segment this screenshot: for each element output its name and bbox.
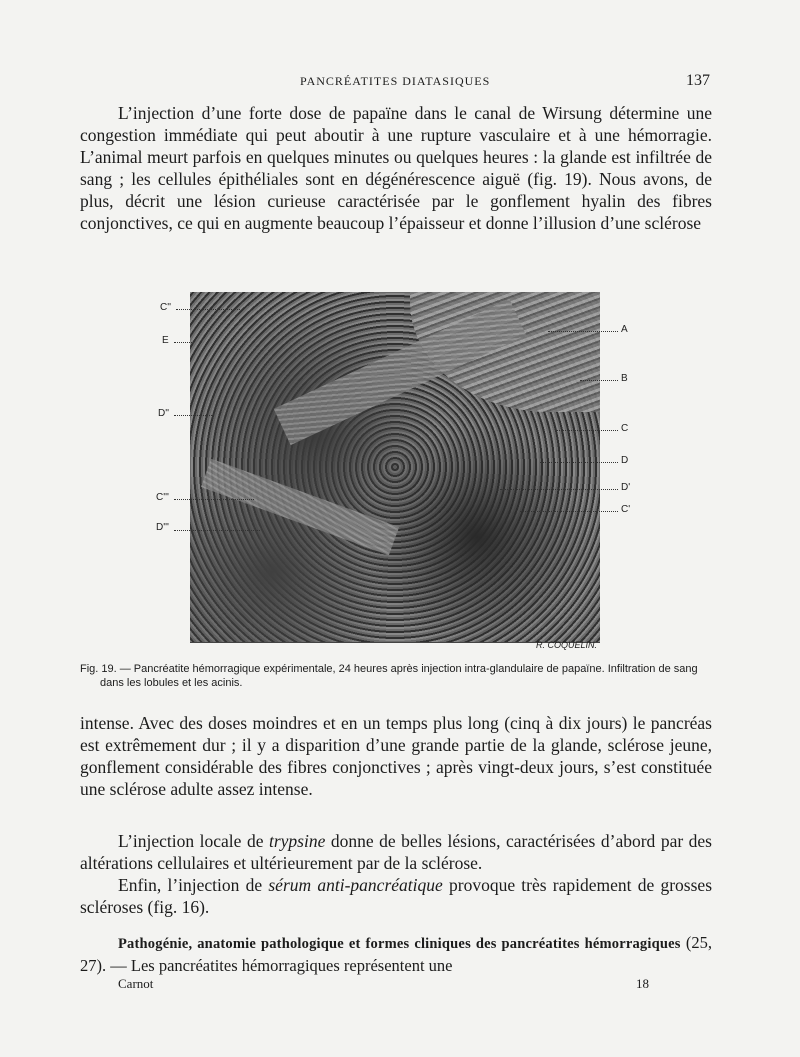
figure-label-e: E	[162, 335, 169, 346]
figure-label-b: B	[621, 373, 628, 384]
paragraph-2	[80, 712, 712, 800]
figure-leader	[520, 511, 618, 512]
page-number: 137	[686, 72, 710, 89]
paragraph-4-after: provoque très rapidement de grosses scléroses (fig. 16).	[80, 875, 712, 917]
paragraph-4	[80, 874, 712, 918]
paragraph-3	[80, 830, 712, 874]
figure-leader	[174, 499, 254, 500]
section-refs: (25, 27).	[80, 933, 712, 975]
paragraph-1-text: L’injection d’une forte dose de papaïne dans le canal de Wirsung détermine une congestion immédiate qui peut aboutir à une rupture vasculaire et à une hémorragie. L’animal meurt parfois en quelques minutes ou quelques heures : la glande est infiltrée de sang ; les cellules épithéliales sont en dégénérescence aiguë (fig. 19). Nous avons, de plus, décrit une lésion curieuse caractérisée par le gonflement hyalin des fibres conjonctives, ce qui en augmente beaucoup l’épaisseur et donne l’illusion d’une sclérose	[80, 103, 712, 233]
running-head	[0, 72, 800, 92]
figure-label-d: D	[621, 455, 629, 466]
figure-label-d1: D'	[621, 482, 631, 493]
figure-label-d3: D'''	[156, 522, 169, 533]
figure-leader	[500, 489, 618, 490]
paragraph-4-before: Enfin, l’injection de	[118, 875, 269, 895]
paragraph-3-before: L’injection locale de	[118, 831, 269, 851]
caption-body	[80, 662, 712, 690]
figure-caption	[80, 662, 712, 690]
paragraph-3-italic: trypsine	[268, 831, 326, 851]
paragraph-1	[80, 102, 712, 234]
caption-text: — Pancréatite hémorragique expérimentale, 24 heures après injection intra-glandulaire de papaïne. Infiltration de sang dans les lobules et les acinis.	[100, 663, 698, 689]
histology-figure	[190, 292, 600, 643]
figure-label-c: C	[621, 423, 629, 434]
sheet-number: 18	[636, 976, 649, 991]
figure-leader	[174, 530, 260, 531]
signature-mark: Carnot	[118, 976, 154, 991]
figure-leader	[548, 331, 618, 332]
paragraph-5	[80, 932, 712, 977]
paragraph-2-text: intense. Avec des doses moindres et en un temps plus long (cinq à dix jours) le pancréas est extrêmement dur ; il y a disparition d’une grande partie de la glande, sclérose jeune, gonflement considérable des fibres conjonctives ; après vingt-deux jours, s’est constituée une sclérose adulte assez intense.	[80, 713, 712, 799]
paragraph-5-after: — Les pancréatites hémorragiques représentent une	[106, 956, 453, 975]
figure-leader	[174, 342, 194, 343]
figure-stroma-band-lower	[201, 459, 399, 556]
figure-label-a: A	[621, 324, 628, 335]
figure-label-d2: D''	[158, 408, 170, 419]
figure-leader	[174, 415, 214, 416]
section-heading: Pathogénie, anatomie pathologique et formes cliniques des pancréatites hémorragiques	[118, 936, 681, 952]
figure-label-c2: C''	[160, 302, 172, 313]
paragraph-4-italic: sérum anti-pancréatique	[268, 875, 443, 895]
figure-leader	[176, 309, 240, 310]
figure-label-c3: C'''	[156, 492, 169, 503]
illustrator-signature: R. COQUELIN.	[536, 640, 598, 650]
figure-label-c1: C'	[621, 504, 631, 515]
figure-leader	[580, 380, 618, 381]
running-title: PANCRÉATITES DIATASIQUES	[300, 74, 491, 88]
figure-leader	[555, 430, 618, 431]
caption-number: Fig. 19.	[80, 663, 117, 675]
paragraph-3-after: donne de belles lésions, caractérisées d’abord par des altérations cellulaires et ultérieurement par de la sclérose.	[80, 831, 712, 873]
figure-leader	[540, 462, 618, 463]
